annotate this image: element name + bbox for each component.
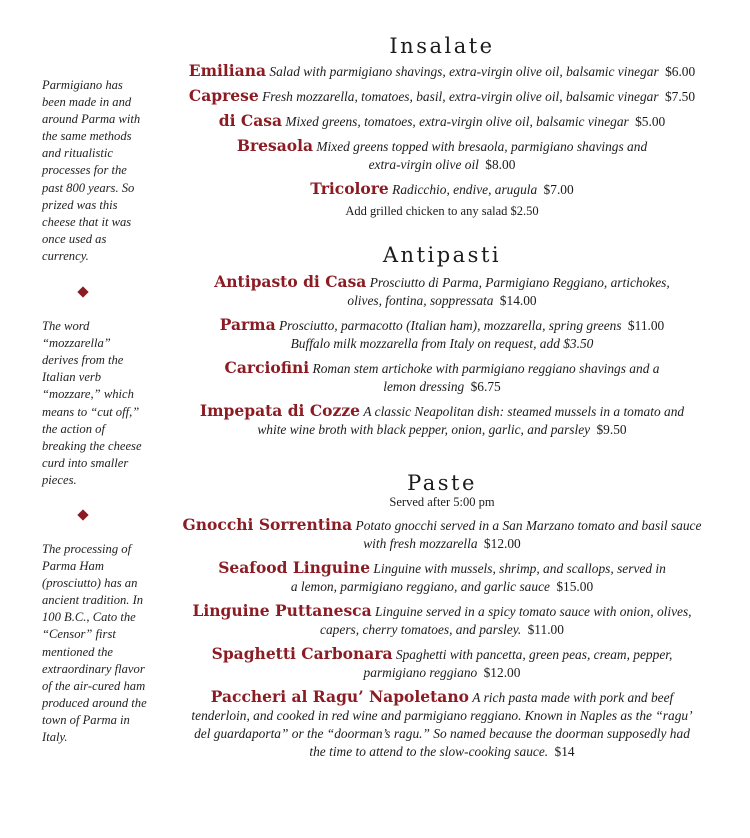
menu-item <box>174 112 710 131</box>
item-name: Tricolore <box>310 179 389 198</box>
menu-main <box>174 32 710 761</box>
menu-item <box>192 602 692 639</box>
item-desc: Linguine served in a spicy tomato sauce with onion, olives, capers, cherry tomatoes, and parsley. <box>320 604 692 637</box>
menu-item <box>217 559 667 596</box>
menu-item <box>207 359 677 396</box>
item-name: di Casa <box>218 111 283 130</box>
diamond-divider-icon <box>77 509 88 520</box>
menu-item <box>192 402 692 439</box>
item-price: $6.00 <box>665 64 696 79</box>
item-price: $12.00 <box>483 536 521 551</box>
item-price: $11.00 <box>527 622 564 637</box>
menu-item <box>174 180 710 199</box>
section-subtitle-paste: Served after 5:00 pm <box>389 495 495 509</box>
menu-item <box>174 62 710 81</box>
item-name: Linguine Puttanesca <box>192 601 372 620</box>
item-desc: Prosciutto di Parma, Parmigiano Reggiano, artichokes, olives, fontina, soppressata <box>347 275 670 308</box>
menu-item <box>227 137 657 174</box>
note-parmigiano: Parmigiano has been made in and around Parma with the same methods and ritualistic processes for the past 800 years. So prized was this cheese that it was once used as currency. <box>42 78 141 263</box>
menu-item <box>207 645 677 682</box>
item-desc: Mixed greens, tomatoes, extra-virgin olive oil, balsamic vinegar <box>285 114 629 129</box>
item-desc: A rich pasta made with pork and beef tenderloin, and cooked in red wine and parmigiano reggiano. Known in Naples as the “ragu’ del guardaporta” or the “doorman’s ragu.” So named because the doorman supposedly had the time to attend to the slow-cooking sauce. <box>191 690 693 759</box>
item-name: Paccheri al Ragu’ Napoletano <box>210 687 469 706</box>
item-desc: Spaghetti with pancetta, green peas, cream, pepper, parmigiano reggiano <box>363 647 673 680</box>
section-title-paste: Paste <box>407 471 477 495</box>
item-desc: Mixed greens topped with bresaola, parmigiano shavings and extra-virgin olive oil <box>316 139 648 172</box>
item-price: $5.00 <box>635 114 666 129</box>
note-mozzarella: The word “mozzarella” derives from the Italian verb “mozzare,” which means to “cut off,” the action of breaking the cheese curd into smaller pieces. <box>42 319 142 487</box>
diamond-divider-icon <box>77 286 88 297</box>
item-desc: Radicchio, endive, arugula <box>392 182 538 197</box>
item-price: $12.00 <box>483 665 521 680</box>
menu-item <box>174 87 710 106</box>
item-desc: Potato gnocchi served in a San Marzano tomato and basil sauce with fresh mozzarella <box>355 518 702 551</box>
item-name: Bresaola <box>236 136 314 155</box>
menu-item <box>185 688 700 761</box>
note-parma-ham: The processing of Parma Ham (prosciutto) has an ancient tradition. In 100 B.C., Cato the “Censor” first mentioned the extraordinary flavor of the air-cured ham produced around the town of Parma in Italy. <box>42 541 147 744</box>
item-name: Gnocchi Sorrentina <box>182 515 353 534</box>
item-price: $11.00 <box>627 318 665 333</box>
item-name: Carciofini <box>224 358 310 377</box>
item-name: Spaghetti Carbonara <box>211 644 393 663</box>
section-title-insalate: Insalate <box>389 34 495 58</box>
menu-item <box>197 273 687 310</box>
item-name: Impepata di Cozze <box>199 401 360 420</box>
item-price: $8.00 <box>485 157 516 172</box>
item-name: Antipasto di Casa <box>214 272 367 291</box>
item-price: $14.00 <box>499 293 537 308</box>
item-price: $15.00 <box>556 579 594 594</box>
sidebar-notes <box>42 77 154 746</box>
item-extra: Buffalo milk mozzarella from Italy on request, add $3.50 <box>290 336 594 351</box>
item-name: Seafood Linguine <box>218 558 371 577</box>
menu-item <box>182 516 702 553</box>
item-price: $7.00 <box>543 182 574 197</box>
item-price: $6.75 <box>470 379 501 394</box>
item-name: Parma <box>219 315 276 334</box>
item-desc: A classic Neapolitan dish: steamed mussels in a tomato and white wine broth with black pepper, onion, garlic, and parsley <box>257 404 685 437</box>
item-desc: Salad with parmigiano shavings, extra-virgin olive oil, balsamic vinegar <box>269 64 659 79</box>
item-desc: Linguine with mussels, shrimp, and scallops, served in a lemon, parmigiano reggiano, and garlic sauce <box>290 561 666 594</box>
menu-item <box>174 316 710 353</box>
item-desc: Fresh mozzarella, tomatoes, basil, extra-virgin olive oil, balsamic vinegar <box>262 89 659 104</box>
item-name: Caprese <box>188 86 259 105</box>
item-price: $14 <box>554 744 575 759</box>
section-title-antipasti: Antipasti <box>382 243 502 267</box>
salad-addon-note: Add grilled chicken to any salad $2.50 <box>345 204 539 218</box>
item-desc: Roman stem artichoke with parmigiano reggiano shavings and a lemon dressing <box>312 361 660 394</box>
item-name: Emiliana <box>188 61 267 80</box>
item-desc: Prosciutto, parmacotto (Italian ham), mozzarella, spring greens <box>279 318 622 333</box>
item-price: $7.50 <box>664 89 696 104</box>
item-price: $9.50 <box>596 422 627 437</box>
